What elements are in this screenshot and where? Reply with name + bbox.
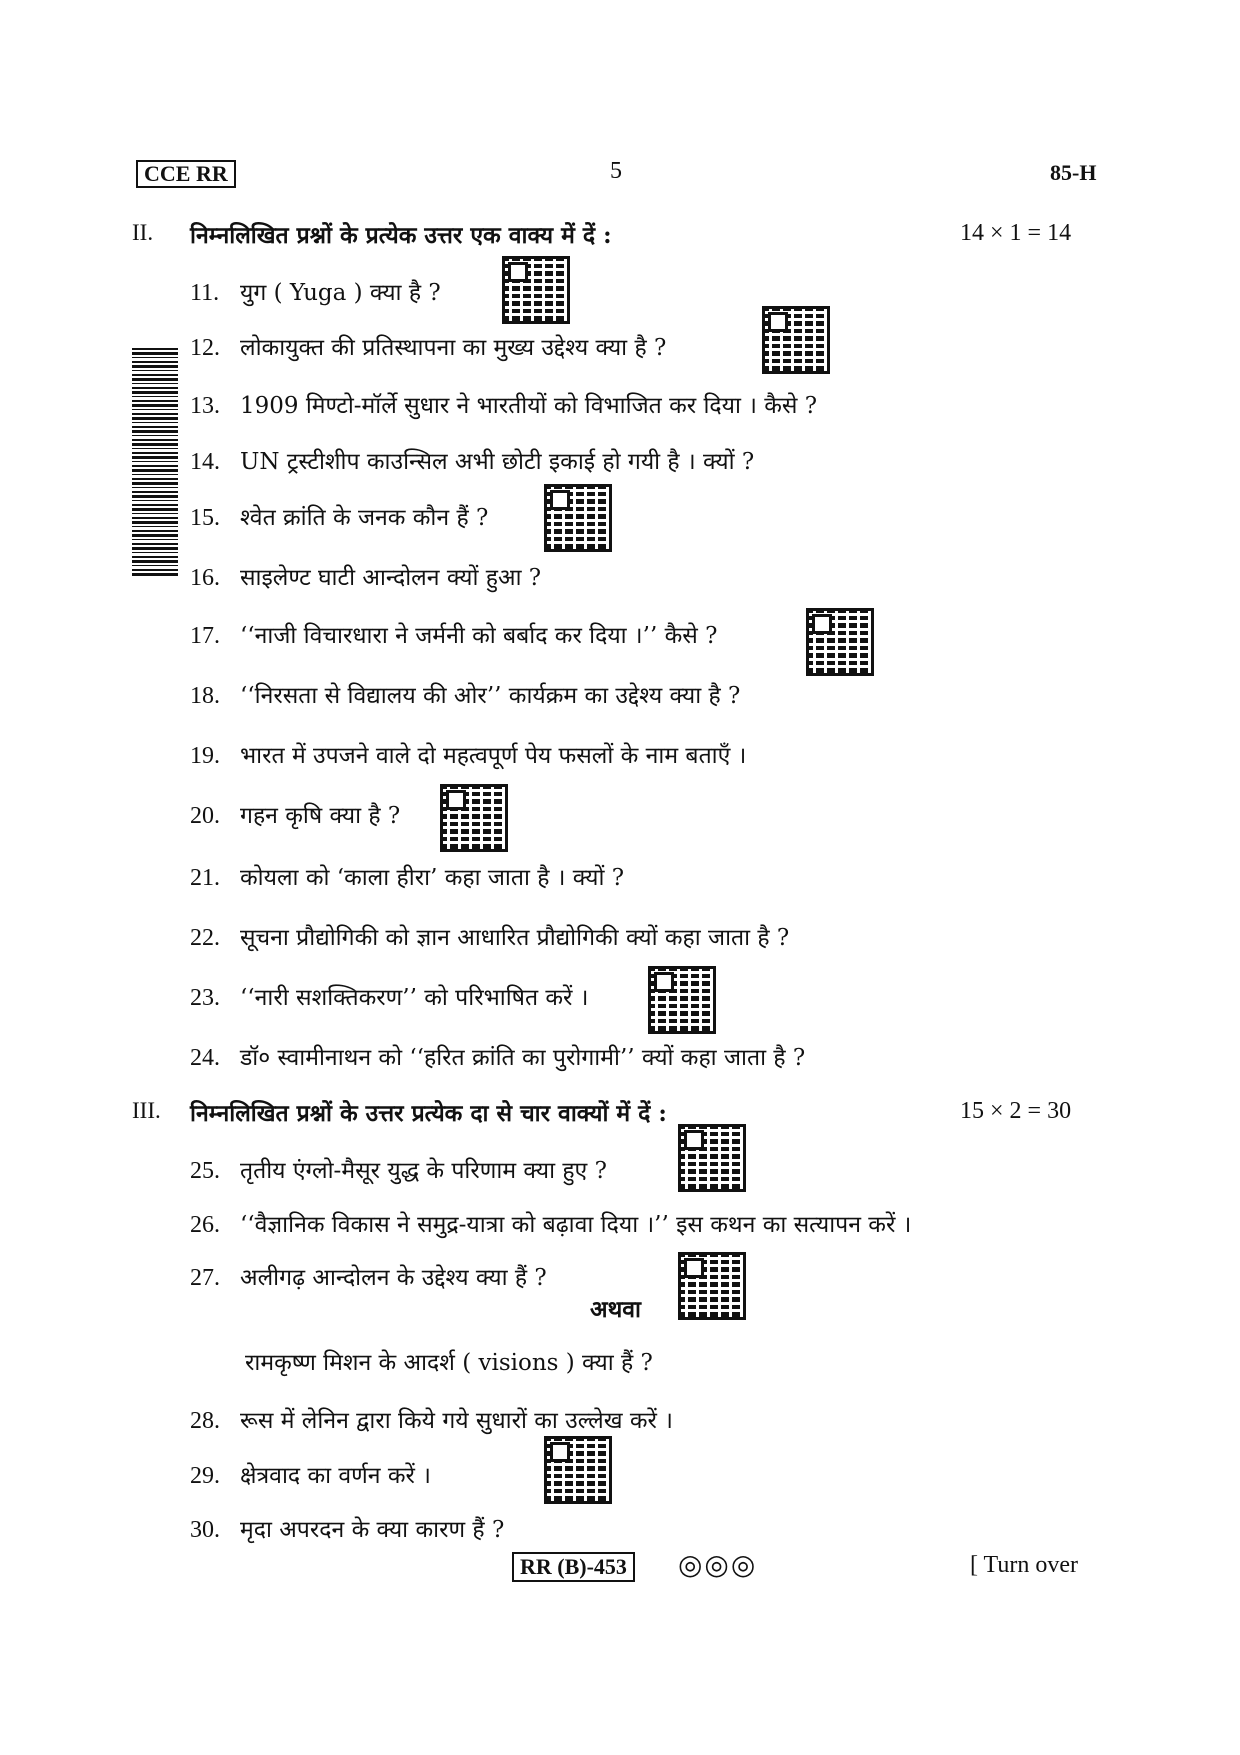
question-17: 17. ‘‘नाजी विचारधारा ने जर्मनी को बर्बाद कर दिया ।’’ कैसे ? (190, 623, 718, 649)
question-19: 19. भारत में उपजने वाले दो महत्वपूर्ण पेय फसलों के नाम बताएँ । (190, 743, 747, 769)
question-25: 25. तृतीय एंग्लो-मैसूर युद्ध के परिणाम क्या हुए ? (190, 1158, 607, 1184)
question-28: 28. रूस में लेनिन द्वारा किये गये सुधारों का उल्लेख करें । (190, 1408, 673, 1434)
question-18: 18. ‘‘निरसता से विद्यालय की ओर’’ कार्यक्रम का उद्देश्य क्या है ? (190, 683, 741, 709)
section-3-number: III. (132, 1098, 161, 1123)
qr-code-icon (762, 306, 830, 374)
section-2-title: निम्नलिखित प्रश्नों के प्रत्येक उत्तर एक वाक्य में दें : (190, 222, 612, 249)
qr-code-icon (544, 484, 612, 552)
footer-code-box: RR (B)-453 (512, 1552, 635, 1582)
question-11: 11. युग ( Yuga ) क्या है ? (190, 280, 441, 306)
paper-number: 85-H (1050, 160, 1097, 185)
footer-circle-symbols: ◎◎◎ (678, 1548, 758, 1581)
question-20: 20. गहन कृषि क्या है ? (190, 803, 401, 829)
qr-code-icon (502, 256, 570, 324)
section-3-marks: 15 × 2 = 30 (960, 1098, 1072, 1124)
qr-code-icon (544, 1436, 612, 1504)
paper-code-box: CCE RR (136, 160, 236, 188)
section-2-number: II. (132, 220, 154, 245)
question-27-alternative: रामकृष्ण मिशन के आदर्श ( visions ) क्या हैं ? (245, 1350, 653, 1376)
question-23: 23. ‘‘नारी सशक्तिकरण’’ को परिभाषित करें । (190, 985, 589, 1011)
turn-over-label: [ Turn over (970, 1552, 1079, 1578)
question-16: 16. साइलेण्ट घाटी आन्दोलन क्यों हुआ ? (190, 565, 542, 591)
qr-code-icon (648, 966, 716, 1034)
question-26: 26. ‘‘वैज्ञानिक विकास ने समुद्र-यात्रा को बढ़ावा दिया ।’’ इस कथन का सत्यापन करें । (190, 1212, 912, 1238)
question-27: 27. अलीगढ़ आन्दोलन के उद्देश्य क्या हैं ? (190, 1265, 547, 1291)
section-2-marks: 14 × 1 = 14 (960, 220, 1072, 246)
qr-code-icon (678, 1124, 746, 1192)
question-14: 14. UN ट्रस्टीशीप काउन्सिल अभी छोटी इकाई हो गयी है । क्यों ? (190, 449, 755, 475)
qr-code-icon (440, 784, 508, 852)
barcode (132, 348, 178, 576)
question-12: 12. लोकायुक्त की प्रतिस्थापना का मुख्य उद्देश्य क्या है ? (190, 335, 667, 361)
page-number: 5 (610, 158, 622, 184)
question-21: 21. कोयला को ‘काला हीरा’ कहा जाता है । क्यों ? (190, 865, 625, 891)
qr-code-icon (678, 1252, 746, 1320)
or-label: अथवा (590, 1296, 642, 1323)
question-30: 30. मृदा अपरदन के क्या कारण हैं ? (190, 1517, 505, 1543)
question-22: 22. सूचना प्रौद्योगिकी को ज्ञान आधारित प्रौद्योगिकी क्यों कहा जाता है ? (190, 925, 790, 951)
section-3-title: निम्नलिखित प्रश्नों के उत्तर प्रत्येक दा से चार वाक्यों में दें : (190, 1100, 667, 1127)
question-29: 29. क्षेत्रवाद का वर्णन करें । (190, 1463, 431, 1489)
qr-code-icon (806, 608, 874, 676)
question-24: 24. डॉ० स्वामीनाथन को ‘‘हरित क्रांति का पुरोगामी’’ क्यों कहा जाता है ? (190, 1045, 806, 1071)
question-15: 15. श्वेत क्रांति के जनक कौन हैं ? (190, 505, 489, 531)
question-13: 13. 1909 मिण्टो-मॉर्ले सुधार ने भारतीयों को विभाजित कर दिया । कैसे ? (190, 393, 818, 419)
